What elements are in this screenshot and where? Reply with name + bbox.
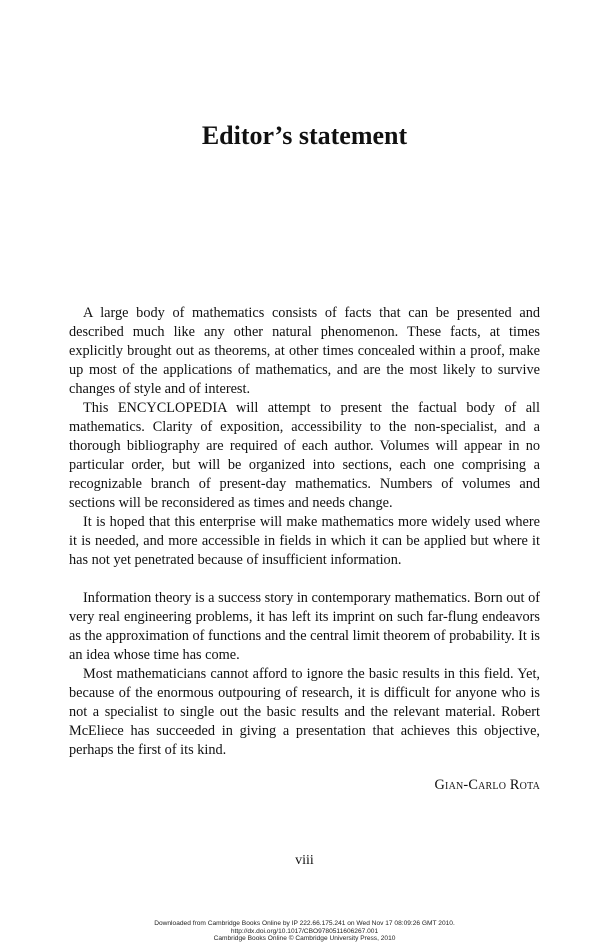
- footer-doi-link[interactable]: http://dx.doi.org/10.1017/CBO9780511606267.001: [230, 927, 379, 935]
- paragraph-1: A large body of mathematics consists of facts that can be presented and described much like any other natural phenomenon. These facts, at times explicitly brought out as theorems, at other times concealed within a proof, make up most of the applications of mathematics, and are the most likely to survive changes of style and of interest.: [69, 305, 540, 397]
- paragraph-2: This ENCYCLOPEDIA will attempt to present the factual body of all mathematics. Clarity of exposition, accessibility to the non-specialist, and a thorough bibliography are required of each author. Volumes will appear in no particular order, but will be organized into sections, each one comprising a recognizable branch of present-day mathematics. Numbers of volumes and sections will be reconsidered as times and needs change.: [69, 400, 540, 511]
- editor-signature: Gian-Carlo Rota: [434, 777, 540, 793]
- footer-copyright-line: Cambridge Books Online © Cambridge University Press, 2010: [213, 935, 396, 943]
- statement-body: [69, 304, 540, 760]
- page-number: viii: [295, 853, 314, 868]
- page-title: Editor’s statement: [201, 121, 408, 151]
- section-break: [69, 570, 540, 589]
- paragraph-4: Information theory is a success story in contemporary mathematics. Born out of very real engineering problems, it has left its imprint on such far-flung endeavors as the approximation of functions and the central limit theorem of probability. It is an idea whose time has come.: [69, 590, 540, 663]
- paragraph-5: Most mathematicians cannot afford to ignore the basic results in this field. Yet, because of the enormous outpouring of research, it is difficult for anyone who is not a specialist to single out the basic results and the relevant material. Robert McEliece has succeeded in giving a presentation that achieves this objective, perhaps the first of its kind.: [69, 666, 540, 758]
- download-footer: [0, 920, 609, 943]
- footer-download-line: Downloaded from Cambridge Books Online by IP 222.66.175.241 on Wed Nov 17 08:09:26 GMT 2010.: [154, 920, 455, 927]
- paragraph-3: It is hoped that this enterprise will make mathematics more widely used where it is needed, and more accessible in fields in which it can be applied but where it has not yet penetrated because of insufficient information.: [69, 514, 540, 568]
